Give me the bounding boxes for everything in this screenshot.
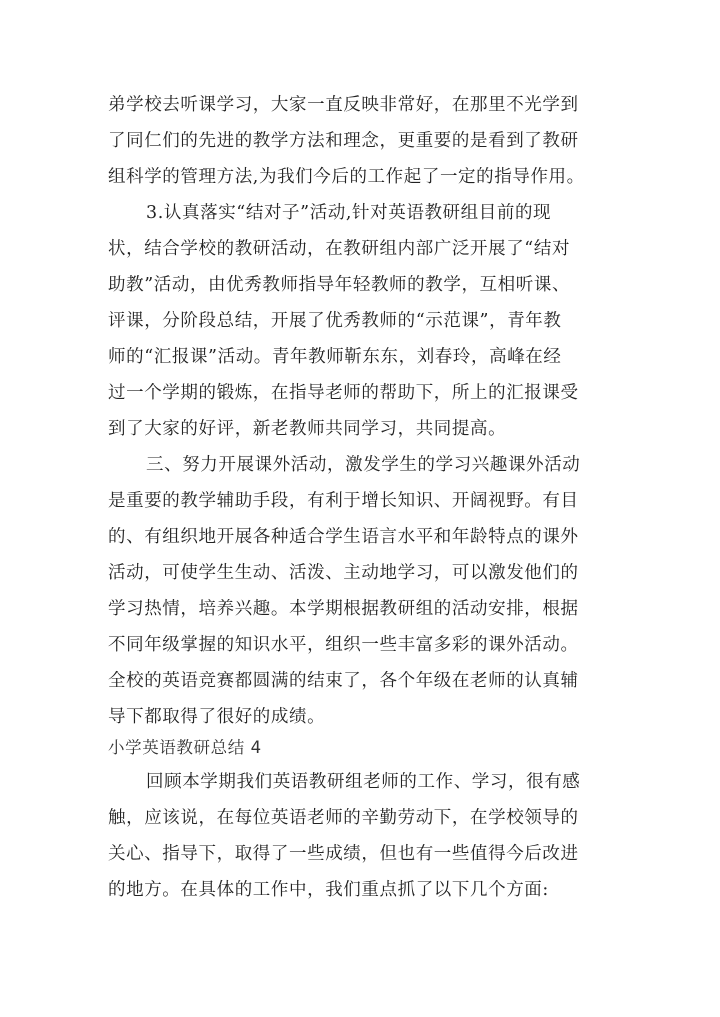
text-line: 状，结合学校的教研活动，在教研组内部广泛开展了“结对 [108,239,571,259]
paragraph-4 [108,764,628,908]
text-line: 三、努力开展课外活动，激发学生的学习兴趣课外活动 [146,455,581,475]
text-line: 3.认真落实“结对子”活动,针对英语教研组目前的现 [146,203,552,223]
text-line: 不同年级掌握的知识水平，组织一些丰富多彩的课外活动。 [108,635,579,655]
text-line: 回顾本学期我们英语教研组老师的工作、学习，很有感 [146,772,581,792]
text-line: 全校的英语竞赛都圆满的结束了，各个年级在老师的认真辅 [108,671,579,691]
text-line: 是重要的教学辅助手段，有利于增长知识、开阔视野。有目 [108,491,579,511]
text-line: 师的“汇报课”活动。青年教师靳东东，刘春玲，高峰在经 [108,347,562,367]
text-line: 过一个学期的锻炼，在指导老师的帮助下，所上的汇报课受 [108,383,579,403]
text-line: 评课，分阶段总结，开展了优秀教师的“示范课”，青年教 [108,311,562,331]
text-line: 助教”活动，由优秀教师指导年轻教师的教学，互相听课、 [108,275,571,295]
text-line: 活动，可使学生生动、活泼、主动地学习，可以激发他们的 [108,563,579,583]
text-line: 的地方。在具体的工作中，我们重点抓了以下几个方面: [108,880,549,900]
paragraph-3 [108,447,628,735]
section-heading-block [108,730,628,766]
text-line: 学习热情，培养兴趣。本学期根据教研组的活动安排，根据 [108,599,579,619]
paragraph-2 [108,195,628,447]
text-line: 导下都取得了很好的成绩。 [108,707,326,727]
text-line: 到了大家的好评，新老教师共同学习，共同提高。 [108,419,507,439]
text-line: 的、有组织地开展各种适合学生语言水平和年龄特点的课外 [108,527,579,547]
paragraph-1 [108,87,628,195]
text-line: 关心、指导下，取得了一些成绩，但也有一些值得今后改进 [108,844,579,864]
section-title: 小学英语教研总结 4 [108,738,262,757]
text-line: 组科学的管理方法,为我们今后的工作起了一定的指导作用。 [108,167,585,187]
text-line: 弟学校去听课学习，大家一直反映非常好，在那里不光学到 [108,95,579,115]
text-line: 了同仁们的先进的教学方法和理念，更重要的是看到了教研 [108,131,579,151]
text-line: 触，应该说，在每位英语老师的辛勤劳动下，在学校领导的 [108,808,579,828]
